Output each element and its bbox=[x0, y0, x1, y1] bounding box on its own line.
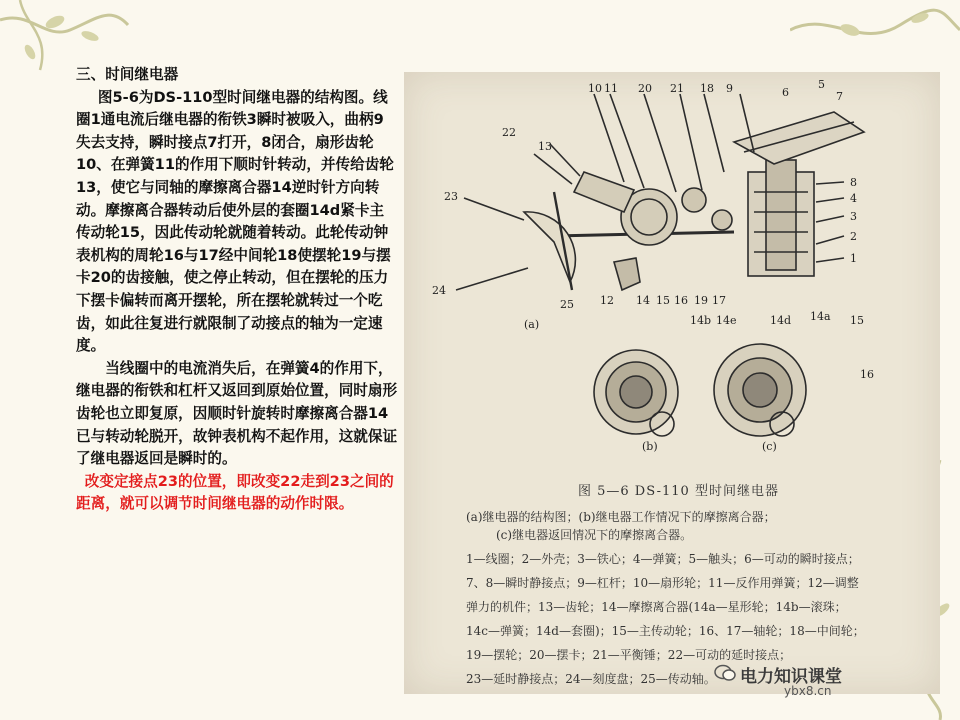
label-right-4: 4 bbox=[850, 192, 857, 205]
panel-label-a: (a) bbox=[524, 318, 540, 331]
watermark bbox=[740, 662, 842, 698]
label-bottom-25: 25 bbox=[560, 298, 574, 311]
watermark-title: 电力知识课堂 bbox=[740, 667, 842, 687]
label-left-22: 22 bbox=[502, 126, 516, 139]
caption-line: 14c—弹簧；14d—套圈)；15—主传动轮；16、17—轴轮；18—中间轮； bbox=[466, 624, 865, 638]
label-bottom-19: 19 bbox=[694, 294, 708, 307]
caption-line: 1—线圈；2—外壳；3—铁心；4—弹簧；5—触头；6—可动的瞬时接点； bbox=[466, 552, 860, 566]
caption-line: 7、8—瞬时静接点；9—杠杆；10—扇形轮；11—反作用弹簧；12—调整 bbox=[466, 576, 859, 590]
clutch-label-14b: 14b bbox=[690, 314, 712, 327]
section-heading: 三、时间继电器 bbox=[76, 66, 179, 83]
paragraph-operation: 图5-6为DS-110型时间继电器的结构图。线圈1通电流后继电器的衔铁3瞬时被吸入，曲柄9失去支持，瞬时接点7打开，8闭合，扇形齿轮10、在弹簧11的作用下顺时针转动，并传给齿轮13，使它与同轴的摩擦离合器14逆时针方向转动。摩擦离合器转动后使外层的套圈14d紧卡主传动轮15，因此传动轮就随着转动。此轮传动钟表机构的周轮16与17经中间轮18使摆轮19与摆卡20的齿接触，使之停止转动，但在摆轮的压力下摆卡偏转而离开摆轮，所在摆轮就转过一个吃齿，如此往复进行就限制了动接点的轴为一定速度。 bbox=[76, 88, 394, 355]
label-bottom-17: 17 bbox=[712, 294, 726, 307]
label-top-6: 6 bbox=[782, 86, 789, 99]
label-top-10: 10 bbox=[588, 82, 602, 95]
label-top-20: 20 bbox=[638, 82, 652, 95]
clutch-label-14a: 14a bbox=[810, 310, 831, 323]
contact-frame bbox=[734, 112, 864, 164]
label-bottom-14: 14 bbox=[636, 294, 650, 307]
panel-label-b: (b) bbox=[642, 440, 658, 453]
sector-arm bbox=[574, 172, 634, 212]
adjust-lever bbox=[614, 258, 640, 290]
label-top-7: 7 bbox=[836, 90, 843, 103]
balance-wheel bbox=[712, 210, 732, 230]
caption-line: 23—延时静接点；24—刻度盘；25—传动轴。 bbox=[466, 672, 716, 686]
watermark-site: ybx8.cn bbox=[784, 684, 832, 698]
label-right-3: 3 bbox=[850, 210, 857, 223]
paragraph-release: 当线圈中的电流消失后，在弹簧4的作用下，继电器的衔铁和杠杆又返回到原始位置，同时扇形齿轮也立即复原，因顺时针旋转时摩擦离合器14已与转动轮脱开，故钟表机构不起作用，这就保证了继电器返回是瞬时的。 bbox=[76, 359, 398, 468]
explanation-text bbox=[76, 64, 398, 516]
label-top-5: 5 bbox=[818, 78, 825, 91]
caption-line: (a)继电器的结构图；(b)继电器工作情况下的摩擦离合器； bbox=[466, 510, 776, 524]
clutch-label-16: 16 bbox=[860, 368, 874, 381]
clutch-label-14e: 14e bbox=[716, 314, 737, 327]
relay-figure-scan bbox=[404, 72, 940, 694]
caption-line: (c)继电器返回情况下的摩擦离合器。 bbox=[496, 528, 693, 542]
label-top-9: 9 bbox=[726, 82, 733, 95]
figure-title: 图 5—6 DS-110 型时间继电器 bbox=[578, 484, 779, 499]
label-right-2: 2 bbox=[850, 230, 857, 243]
label-top-11: 11 bbox=[604, 82, 618, 95]
caption-line: 19—摆轮；20—摆卡；21—平衡锤；22—可动的延时接点； bbox=[466, 648, 792, 662]
paragraph-adjustment-highlight: 改变定接点23的位置，即改变22走到23之间的距离，就可以调节时间继电器的动作时限。 bbox=[76, 472, 394, 513]
panel-label-c: (c) bbox=[762, 440, 777, 453]
label-bottom-12: 12 bbox=[600, 294, 614, 307]
label-right-1: 1 bbox=[850, 252, 857, 265]
label-left-23: 23 bbox=[444, 190, 458, 203]
label-right-8: 8 bbox=[850, 176, 857, 189]
wechat-icon bbox=[714, 664, 736, 682]
label-top-18: 18 bbox=[700, 82, 714, 95]
clutch-label-15: 15 bbox=[850, 314, 864, 327]
label-top-21: 21 bbox=[670, 82, 684, 95]
escapement-wheel bbox=[682, 188, 706, 212]
coil-core bbox=[766, 160, 796, 270]
label-left-24: 24 bbox=[432, 284, 446, 297]
label-bottom-16: 16 bbox=[674, 294, 688, 307]
clutch-label-14d: 14d bbox=[770, 314, 792, 327]
caption-line: 弹力的机件；13—齿轮；14—摩擦离合器(14a—星形轮；14b—滚珠； bbox=[466, 600, 847, 614]
label-left-13: 13 bbox=[538, 140, 552, 153]
vine-decoration-top-right bbox=[790, 0, 960, 70]
label-bottom-15: 15 bbox=[656, 294, 670, 307]
